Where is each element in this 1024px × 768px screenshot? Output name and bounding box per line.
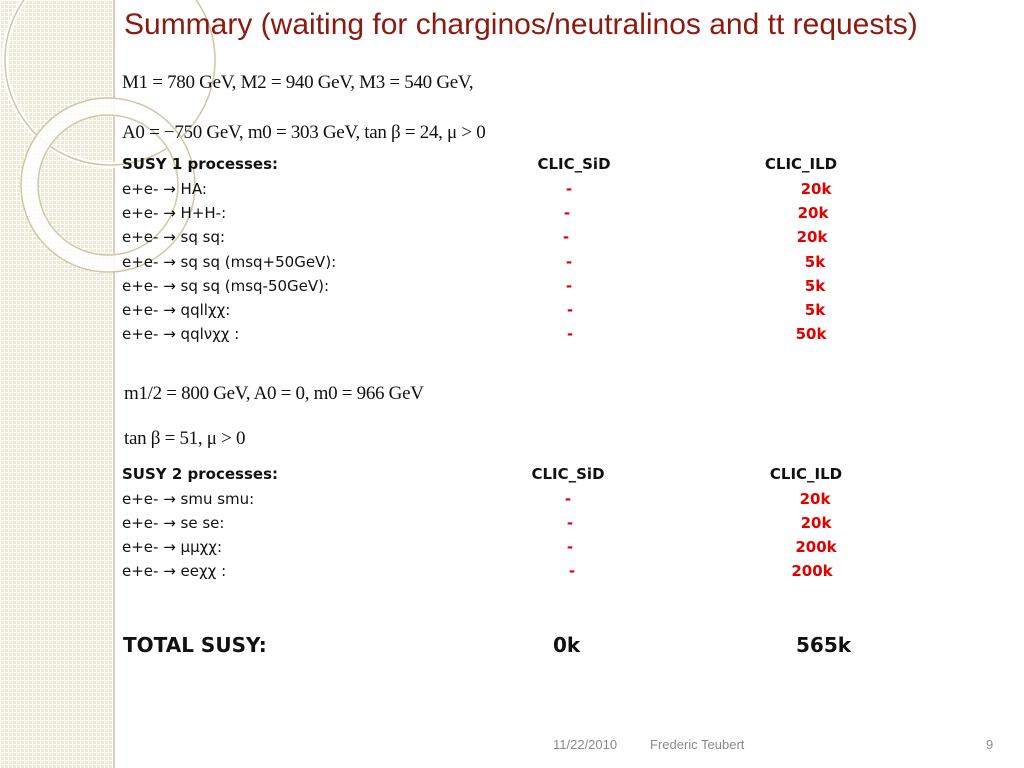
table-row	[122, 204, 882, 228]
susy2-header-ild: CLIC_ILD	[769, 465, 843, 483]
process-label: e+e- → qqllχχ:	[122, 301, 231, 319]
susy2-header-process: SUSY 2 processes:	[122, 465, 278, 483]
ild-value: 5k	[804, 277, 826, 295]
ild-value: 50k	[795, 325, 827, 343]
susy2-header-sid: CLIC_SiD	[531, 465, 605, 483]
susy2-param-formula: tan β = 51, μ > 0	[124, 428, 246, 449]
susy2-mass-formula: m1/2 = 800 GeV, A0 = 0, m0 = 966 GeV	[124, 383, 424, 404]
sid-value: -	[568, 562, 576, 580]
susy1-mass-formula: M1 = 780 GeV, M2 = 940 GeV, M3 = 540 GeV,	[122, 72, 474, 93]
susy2-table-header	[122, 465, 882, 489]
sid-value: -	[566, 514, 574, 532]
ild-value: 5k	[804, 301, 826, 319]
ild-value: 20k	[799, 490, 831, 508]
ild-value: 20k	[796, 228, 828, 246]
susy1-table-header	[122, 155, 882, 179]
total-ild-value: 565k	[796, 633, 852, 657]
table-row	[122, 180, 882, 204]
susy1-header-ild: CLIC_ILD	[764, 155, 838, 173]
process-label: e+e- → H+H-:	[122, 204, 227, 222]
ild-value: 20k	[800, 180, 832, 198]
table-row	[122, 538, 882, 562]
process-label: e+e- → sq sq (msq+50GeV):	[122, 253, 337, 271]
process-label: e+e- → sq sq:	[122, 228, 226, 246]
table-row	[122, 325, 882, 349]
total-label: TOTAL SUSY:	[123, 633, 267, 657]
table-row	[122, 301, 882, 325]
sid-value: -	[566, 325, 574, 343]
sid-value: -	[565, 277, 573, 295]
process-label: e+e- → eeχχ :	[122, 562, 227, 580]
sid-value: -	[565, 180, 573, 198]
footer-date: 11/22/2010	[553, 737, 618, 752]
table-row	[122, 514, 882, 538]
sid-value: -	[566, 301, 574, 319]
sid-value: -	[563, 204, 571, 222]
ild-value: 200k	[795, 538, 837, 556]
ild-value: 200k	[791, 562, 833, 580]
ild-value: 5k	[804, 253, 826, 271]
susy1-header-process: SUSY 1 processes:	[122, 155, 278, 173]
table-row	[122, 490, 882, 514]
sid-value: -	[565, 253, 573, 271]
process-label: e+e- → μμχχ:	[122, 538, 223, 556]
total-sid-value: 0k	[553, 633, 581, 657]
table-row	[122, 277, 882, 301]
footer-page-number: 9	[986, 737, 994, 752]
process-label: e+e- → se se:	[122, 514, 225, 532]
process-label: e+e- → smu smu:	[122, 490, 255, 508]
table-row	[122, 253, 882, 277]
process-label: e+e- → sq sq (msq-50GeV):	[122, 277, 330, 295]
sid-value: -	[566, 538, 574, 556]
susy1-header-sid: CLIC_SiD	[537, 155, 611, 173]
sid-value: -	[564, 490, 572, 508]
ild-value: 20k	[797, 204, 829, 222]
footer-author: Frederic Teubert	[650, 737, 745, 752]
susy1-param-formula: A0 = −750 GeV, m0 = 303 GeV, tan β = 24, μ > 0	[122, 122, 486, 143]
process-label: e+e- → HA:	[122, 180, 207, 198]
slide-title: Summary (waiting for charginos/neutralinos and tt requests)	[124, 8, 918, 41]
process-label: e+e- → qqlνχχ :	[122, 325, 240, 343]
table-row	[122, 562, 882, 586]
sid-value: -	[562, 228, 570, 246]
ild-value: 20k	[800, 514, 832, 532]
table-row	[122, 228, 882, 252]
